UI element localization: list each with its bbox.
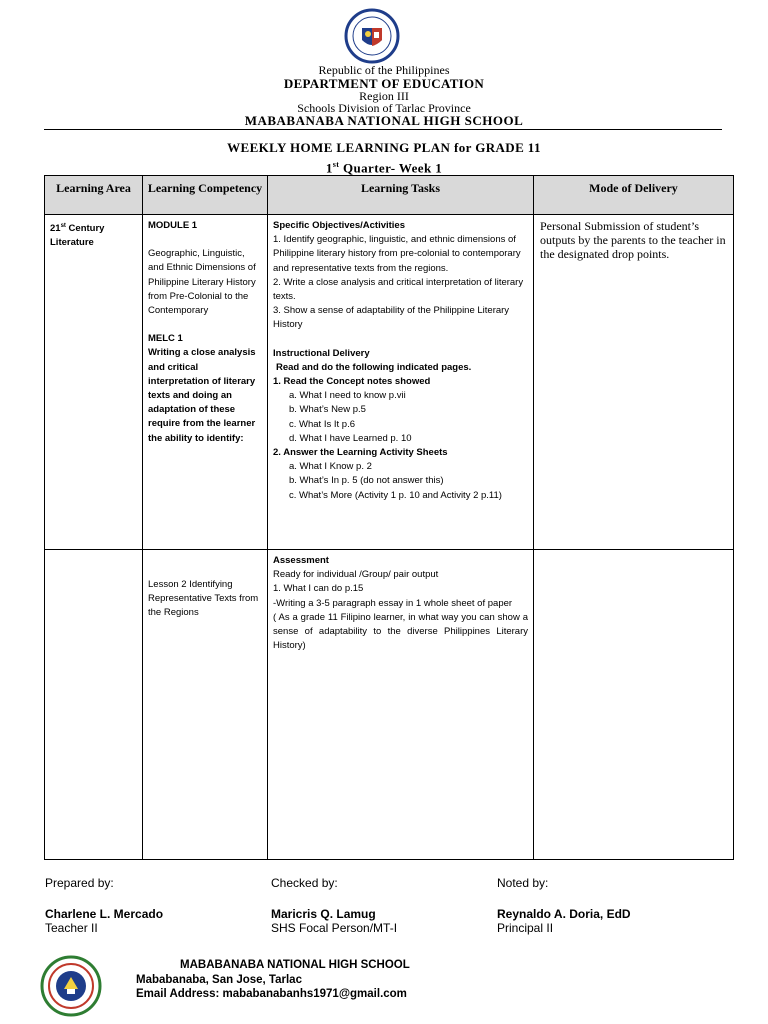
header-divider (44, 129, 722, 130)
assessment-line: -Writing a 3-5 paragraph essay in 1 whole sheet of paper (273, 597, 513, 609)
competency-cell (143, 550, 268, 860)
learning-area: 21st Century Literature (50, 223, 105, 249)
step-1-item: c. What Is It p.6 (289, 418, 355, 430)
delivery-title: Instructional Delivery (273, 347, 370, 359)
assessment-title: Assessment (273, 555, 329, 566)
module-description: Geographic, Linguistic, and Ethnic Dimensions of Philippine Literary History from Pre-Colonial to the Contemporary (148, 248, 256, 317)
footer-school-name: MABABANABA NATIONAL HIGH SCHOOL (180, 959, 410, 971)
signature-name: Reynaldo A. Doria, EdD (497, 907, 631, 921)
header-mode-of-delivery: Mode of Delivery (534, 176, 734, 215)
step-2: 2. Answer the Learning Activity Sheets (273, 447, 448, 459)
table-header-row (45, 176, 734, 215)
footer-address: Mababanaba, San Jose, Tarlac (136, 974, 302, 986)
header-department: DEPARTMENT OF EDUCATION (283, 76, 485, 91)
signature-label: Noted by: (497, 876, 549, 890)
signature-label: Checked by: (271, 876, 338, 890)
header-division: Schools Division of Tarlac Province (297, 101, 471, 115)
objectives-title: Specific Objectives/Activities (273, 220, 406, 231)
header-learning-competency: Learning Competency (143, 176, 268, 215)
school-logo (40, 955, 102, 1017)
plan-quarter: 1st Quarter- Week 1 (325, 160, 443, 176)
header-learning-area: Learning Area (45, 176, 143, 215)
melc-description: Writing a close analysis and critical interpretation of literary texts and doing an adaptation of these require from the learner the ability to identify: (148, 347, 256, 444)
assessment-line: 1. What I can do p.15 (273, 583, 364, 595)
signature-prepared (45, 876, 163, 935)
footer-email: Email Address: mababanabanhs1971@gmail.com (136, 988, 407, 1000)
signature-noted (497, 876, 631, 935)
step-2-item: a. What I Know p. 2 (289, 461, 372, 473)
melc-title: MELC 1 (148, 333, 183, 345)
step-1-item: b. What’s New p.5 (289, 404, 366, 416)
competency-cell (143, 215, 268, 550)
table-row (45, 215, 734, 550)
signature-role: Principal II (497, 921, 554, 935)
lesson-title: Lesson 2 Identifying Representative Texts from the Regions (148, 579, 259, 619)
signature-name: Charlene L. Mercado (45, 907, 164, 921)
assessment-line: Ready for individual /Group/ pair output (273, 569, 439, 581)
step-1-item: a. What I need to know p.vii (289, 390, 406, 402)
learning-area-cell (45, 215, 143, 550)
header-republic: Republic of the Philippines (318, 63, 450, 77)
signature-name: Maricris Q. Lamug (271, 907, 376, 921)
tasks-cell (268, 550, 534, 860)
step-2-item: c. What’s More (Activity 1 p. 10 and Activity 2 p.11) (289, 489, 502, 501)
mode-of-delivery-text: Personal Submission of student’s outputs by the parents to the teacher in the designated drop points. (540, 219, 726, 261)
signature-checked (271, 876, 397, 935)
header-learning-tasks: Learning Tasks (268, 176, 534, 215)
header-school: MABABANABA NATIONAL HIGH SCHOOL (244, 113, 524, 128)
tasks-cell (268, 215, 534, 550)
objective-item: 3. Show a sense of adaptability of the Philippine Literary History (273, 305, 510, 331)
objective-item: 1. Identify geographic, linguistic, and ethnic dimensions of Philippine literary history from pre-colonial to contemporary and representative texts from the regions. (273, 234, 521, 274)
step-1: 1. Read the Concept notes showed (273, 376, 431, 388)
mode-of-delivery-cell-empty (534, 550, 734, 860)
plan-title: WEEKLY HOME LEARNING PLAN for GRADE 11 (227, 140, 541, 155)
learning-area-cell-empty (45, 550, 143, 860)
signature-role: Teacher II (45, 921, 98, 935)
signature-label: Prepared by: (45, 876, 114, 890)
module-title: MODULE 1 (148, 220, 198, 231)
mode-of-delivery-cell (534, 215, 734, 550)
deped-seal (338, 8, 406, 64)
step-2-item: b. What’s In p. 5 (do not answer this) (289, 475, 444, 487)
delivery-intro: Read and do the following indicated pages. (276, 361, 472, 373)
header-region: Region III (359, 89, 409, 103)
step-1-item: d. What I have Learned p. 10 (289, 432, 412, 444)
signature-role: SHS Focal Person/MT-I (271, 921, 398, 935)
learning-plan-table (44, 175, 734, 860)
assessment-line: ( As a grade 11 Filipino learner, in what way you can show a sense of adaptability to the diverse Philippines Literary History) (273, 611, 528, 652)
table-row (45, 550, 734, 860)
objective-item: 2. Write a close analysis and critical interpretation of literary texts. (273, 276, 524, 303)
